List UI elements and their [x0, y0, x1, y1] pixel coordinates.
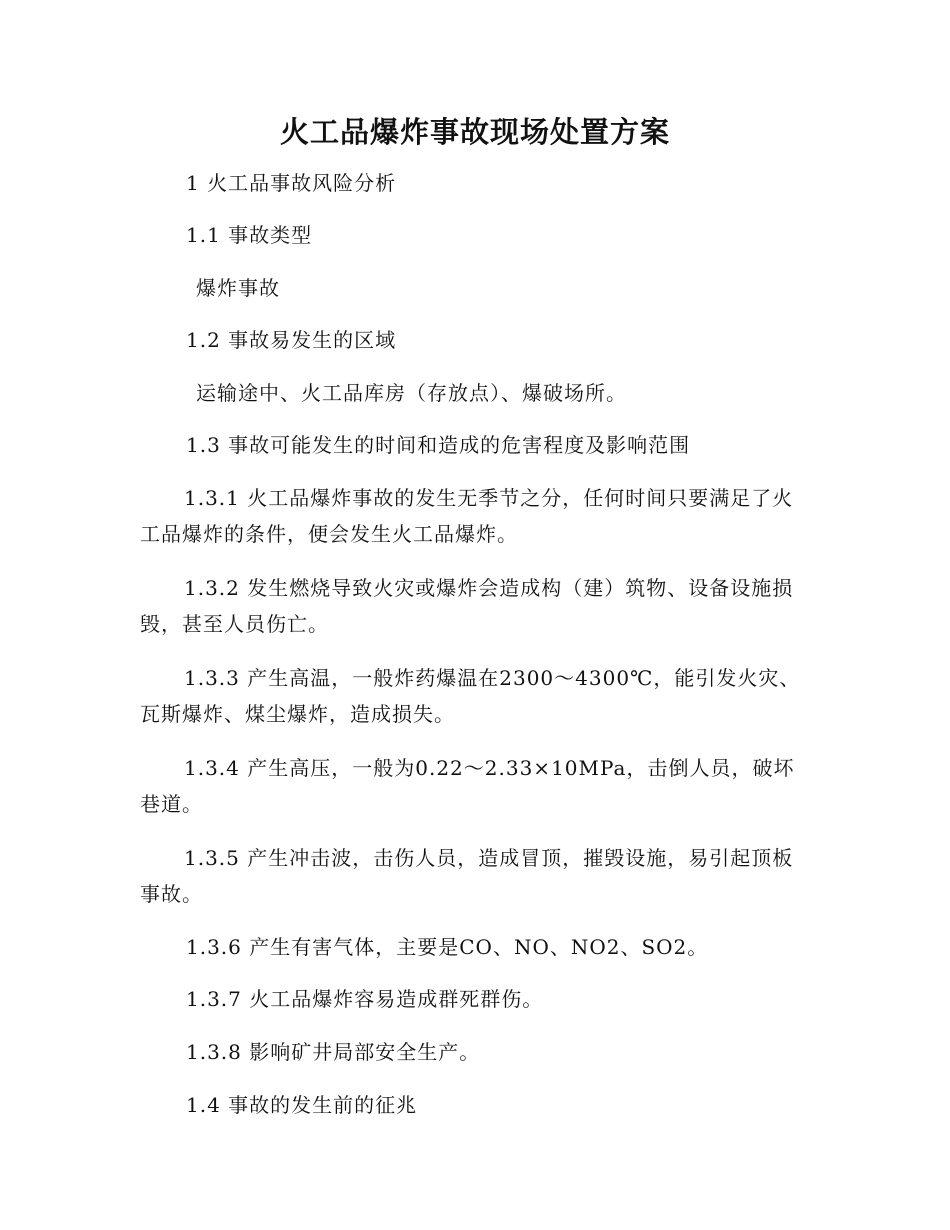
paragraph-1-3-1: 1.3.1 火工品爆炸事故的发生无季节之分，任何时间只要满足了火工品爆炸的条件，便会发生火工品爆炸。	[140, 486, 794, 546]
paragraph-accident-areas: 运输途中、火工品库房（存放点）、爆破场所。	[196, 381, 627, 405]
heading-section-1-1: 1.1 事故类型	[186, 223, 313, 247]
paragraph-1-3-5: 1.3.5 产生冲击波，击伤人员，造成冒顶，摧毁设施，易引起顶板事故。	[140, 846, 794, 906]
paragraph-1-3-6: 1.3.6 产生有害气体，主要是CO、NO、NO2、SO2。	[186, 935, 709, 959]
paragraph-1-3-3: 1.3.3 产生高温，一般炸药爆温在2300～4300℃，能引发火灾、瓦斯爆炸、煤尘爆炸，造成损失。	[140, 666, 801, 726]
paragraph-1-3-8: 1.3.8 影响矿井局部安全生产。	[186, 1040, 481, 1064]
heading-section-1-2: 1.2 事故易发生的区域	[186, 328, 397, 352]
paragraph-1-3-2: 1.3.2 发生燃烧导致火灾或爆炸会造成构（建）筑物、设备设施损毁，甚至人员伤亡。	[140, 576, 794, 636]
paragraph-1-3-7: 1.3.7 火工品爆炸容易造成群死群伤。	[186, 987, 544, 1011]
document-title: 火工品爆炸事故现场处置方案	[279, 115, 670, 149]
heading-section-1: 1 火工品事故风险分析	[186, 171, 397, 195]
heading-section-1-3: 1.3 事故可能发生的时间和造成的危害程度及影响范围	[186, 433, 691, 457]
paragraph-1-3-4: 1.3.4 产生高压，一般为0.22～2.33×10MPa，击倒人员，破坏巷道。	[140, 756, 795, 816]
paragraph-accident-type: 爆炸事故	[196, 276, 280, 300]
heading-section-1-4: 1.4 事故的发生前的征兆	[186, 1093, 418, 1117]
